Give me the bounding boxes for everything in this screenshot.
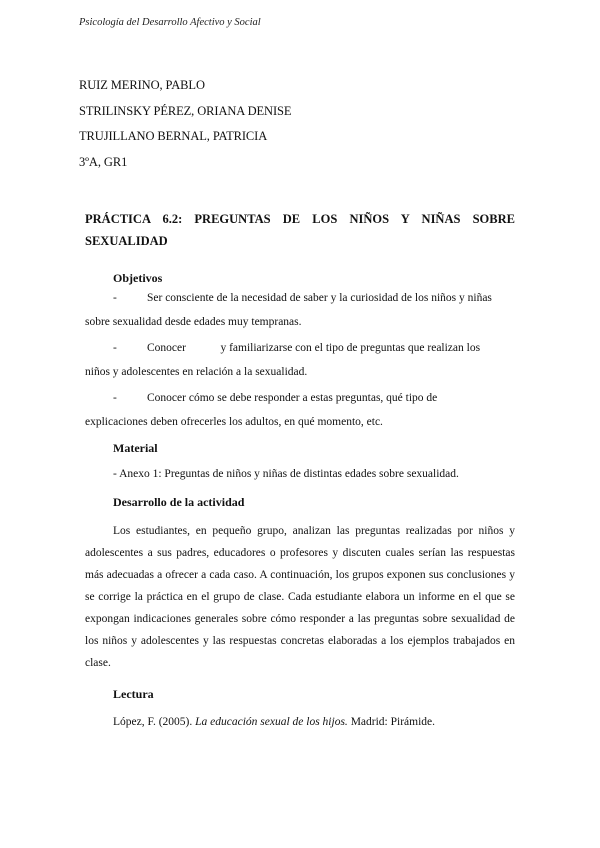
development-paragraph: Los estudiantes, en pequeño grupo, analizan las preguntas realizadas por niños y adolescentes a sus padres, educadores o profesores y discuten cuales serían las respuestas más adecuadas a ofrecer a cada caso. A continuación, los grupos exponen sus conclusiones y se corrige la práctica en el grupo de clase. Cada estudiante elabora un informe en el que se expongan indicaciones generales sobre cómo responder a las preguntas sobre sexualidad de los niños y adolescentes y las respuestas concretas elaboradas a los ejemplos trabajados en clase. — [85, 525, 515, 669]
running-header: Psicología del Desarrollo Afectivo y Social — [79, 17, 261, 28]
bullet-dash: - — [113, 292, 117, 304]
objective-continuation: sobre sexualidad desde edades muy tempranas. — [85, 316, 302, 328]
reference-book-title: La educación sexual de los hijos. — [195, 716, 348, 728]
reference-publisher: Madrid: Pirámide. — [350, 716, 436, 728]
objective-first-line — [85, 336, 515, 360]
group-line: 3ºA, GR1 — [79, 154, 128, 169]
objective-item — [85, 386, 515, 434]
objective-item — [85, 286, 515, 334]
reading-reference — [113, 714, 515, 730]
objective-item — [85, 336, 515, 384]
reading-heading: Lectura — [113, 687, 154, 701]
objective-continuation: niños y adolescentes en relación a la sexualidad. — [85, 366, 308, 378]
objectives-heading: Objetivos — [113, 271, 163, 285]
objective-text: Conocer cómo se debe responder a estas preguntas, qué tipo de — [147, 392, 438, 404]
bullet-dash: - — [113, 342, 117, 354]
author-block — [79, 77, 291, 179]
objective-text: Ser consciente de la necesidad de saber y la curiosidad de los niños y niñas — [147, 292, 492, 304]
author-line: TRUJILLANO BERNAL, PATRICIA — [79, 129, 268, 143]
objective-first-line — [85, 286, 515, 310]
bullet-dash: - — [113, 392, 117, 404]
document-title: PRÁCTICA 6.2: PREGUNTAS DE LOS NIÑOS Y NIÑAS SOBRE SEXUALIDAD — [85, 212, 515, 248]
reference-author: López, F. (2005). — [113, 716, 193, 728]
author-line: RUIZ MERINO, PABLO — [79, 78, 205, 92]
objective-first-line — [85, 386, 515, 410]
objective-continuation: explicaciones deben ofrecerles los adultos, en qué momento, etc. — [85, 416, 383, 428]
material-heading: Material — [113, 441, 158, 455]
material-text: - Anexo 1: Preguntas de niños y niñas de distintas edades sobre sexualidad. — [113, 468, 459, 480]
author-line: STRILINSKY PÉREZ, ORIANA DENISE — [79, 103, 292, 118]
objective-text: Conocer y familiarizarse con el tipo de preguntas que realizan los — [147, 342, 481, 354]
document-body — [85, 260, 515, 730]
development-heading: Desarrollo de la actividad — [113, 495, 245, 509]
